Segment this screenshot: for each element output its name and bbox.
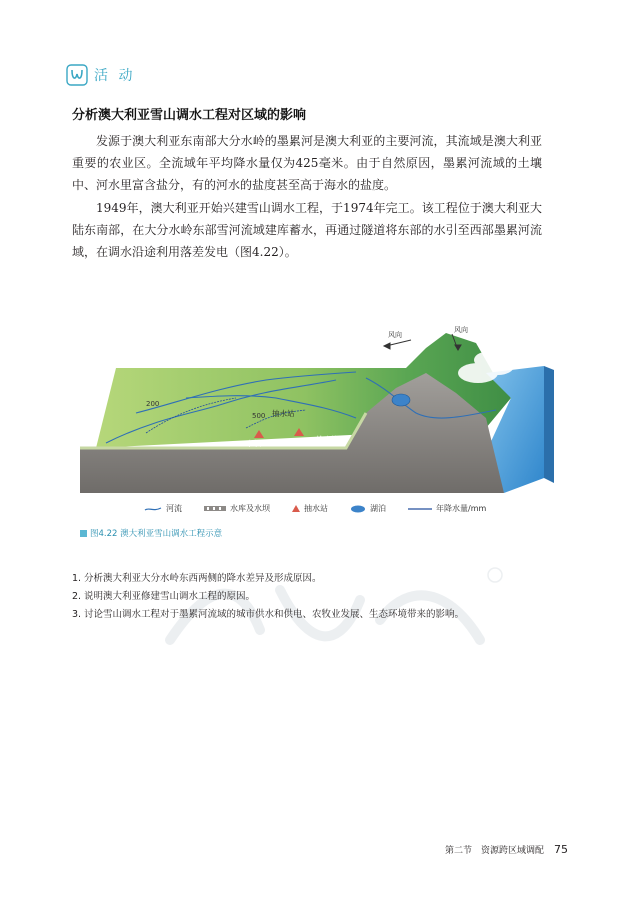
- pipe-label: 输水管: [316, 435, 339, 444]
- page-footer: [445, 843, 568, 856]
- question-list: [72, 570, 472, 624]
- legend-item: [292, 503, 328, 514]
- question-number: 2.: [72, 591, 82, 602]
- question-number: 1.: [72, 573, 82, 584]
- question-text: 讨论雪山调水工程对于墨累河流域的城市供水和供电、农牧业发展、生态环境带来的影响。: [84, 609, 465, 620]
- wind-label: 风向: [454, 326, 468, 334]
- question-number: 3.: [72, 609, 82, 620]
- activity-label: 活 动: [94, 68, 136, 84]
- caption-text: 图4.22 澳大利亚雪山调水工程示意: [90, 529, 223, 539]
- legend-label: 抽水站: [304, 504, 328, 513]
- legend-item: [408, 503, 486, 514]
- isohyet-icon: [408, 507, 432, 511]
- legend-item: [350, 503, 386, 514]
- question-text: 分析澳大利亚大分水岭东西两侧的降水差异及形成原因。: [84, 573, 322, 584]
- legend-label: 湖泊: [370, 504, 386, 513]
- question-text: 说明澳大利亚修建雪山调水工程的原因。: [84, 591, 256, 602]
- question-item: [72, 570, 472, 588]
- legend-label: 年降水量/mm: [436, 504, 487, 513]
- section-title: 分析澳大利亚雪山调水工程对区域的影响: [72, 108, 307, 123]
- body-text: [72, 130, 542, 263]
- river-icon: [144, 506, 162, 512]
- question-item: [72, 588, 472, 606]
- wind-label: 风向: [388, 331, 402, 339]
- contour-label: 500: [252, 412, 266, 420]
- paragraph: 1949年，澳大利亚开始兴建雪山调水工程，于1974年完工。该工程位于澳大利亚大陆东南部，在大分水岭东部雪河流域建库蓄水，再通过隧道将东部的水引至西部墨累河流域，在调水沿途利用落差发电（图4.22）。: [72, 200, 542, 260]
- lake-icon: [350, 505, 366, 513]
- snowy-mountains-diagram: [66, 318, 566, 518]
- activity-icon: [66, 64, 88, 86]
- question-item: [72, 606, 472, 624]
- activity-header: [66, 62, 135, 88]
- legend-item: [144, 503, 182, 514]
- contour-label: 200: [146, 400, 160, 408]
- figure-caption: [80, 527, 222, 539]
- legend-label: 河流: [166, 504, 182, 513]
- dam-label: 水坝: [246, 439, 261, 448]
- legend-item: [204, 503, 270, 514]
- page-number: 75: [554, 843, 568, 856]
- pump-icon: [292, 505, 300, 512]
- pump-label: 抽水站: [272, 409, 295, 418]
- lake: [392, 394, 410, 406]
- paragraph: 发源于澳大利亚东南部大分水岭的墨累河是澳大利亚的主要河流，其流域是澳大利亚重要的农业区。全流域年平均降水量仅为425毫米。由于自然原因，墨累河流域的土壤中、河水里富含盐分，有的河水的盐度甚至高于海水的盐度。: [72, 134, 542, 193]
- caption-marker: [80, 530, 87, 537]
- dam-icon: [204, 506, 226, 512]
- footer-section: 第二节 资源跨区域调配: [444, 846, 544, 856]
- legend: [144, 503, 508, 514]
- legend-label: 水库及水坝: [230, 504, 270, 513]
